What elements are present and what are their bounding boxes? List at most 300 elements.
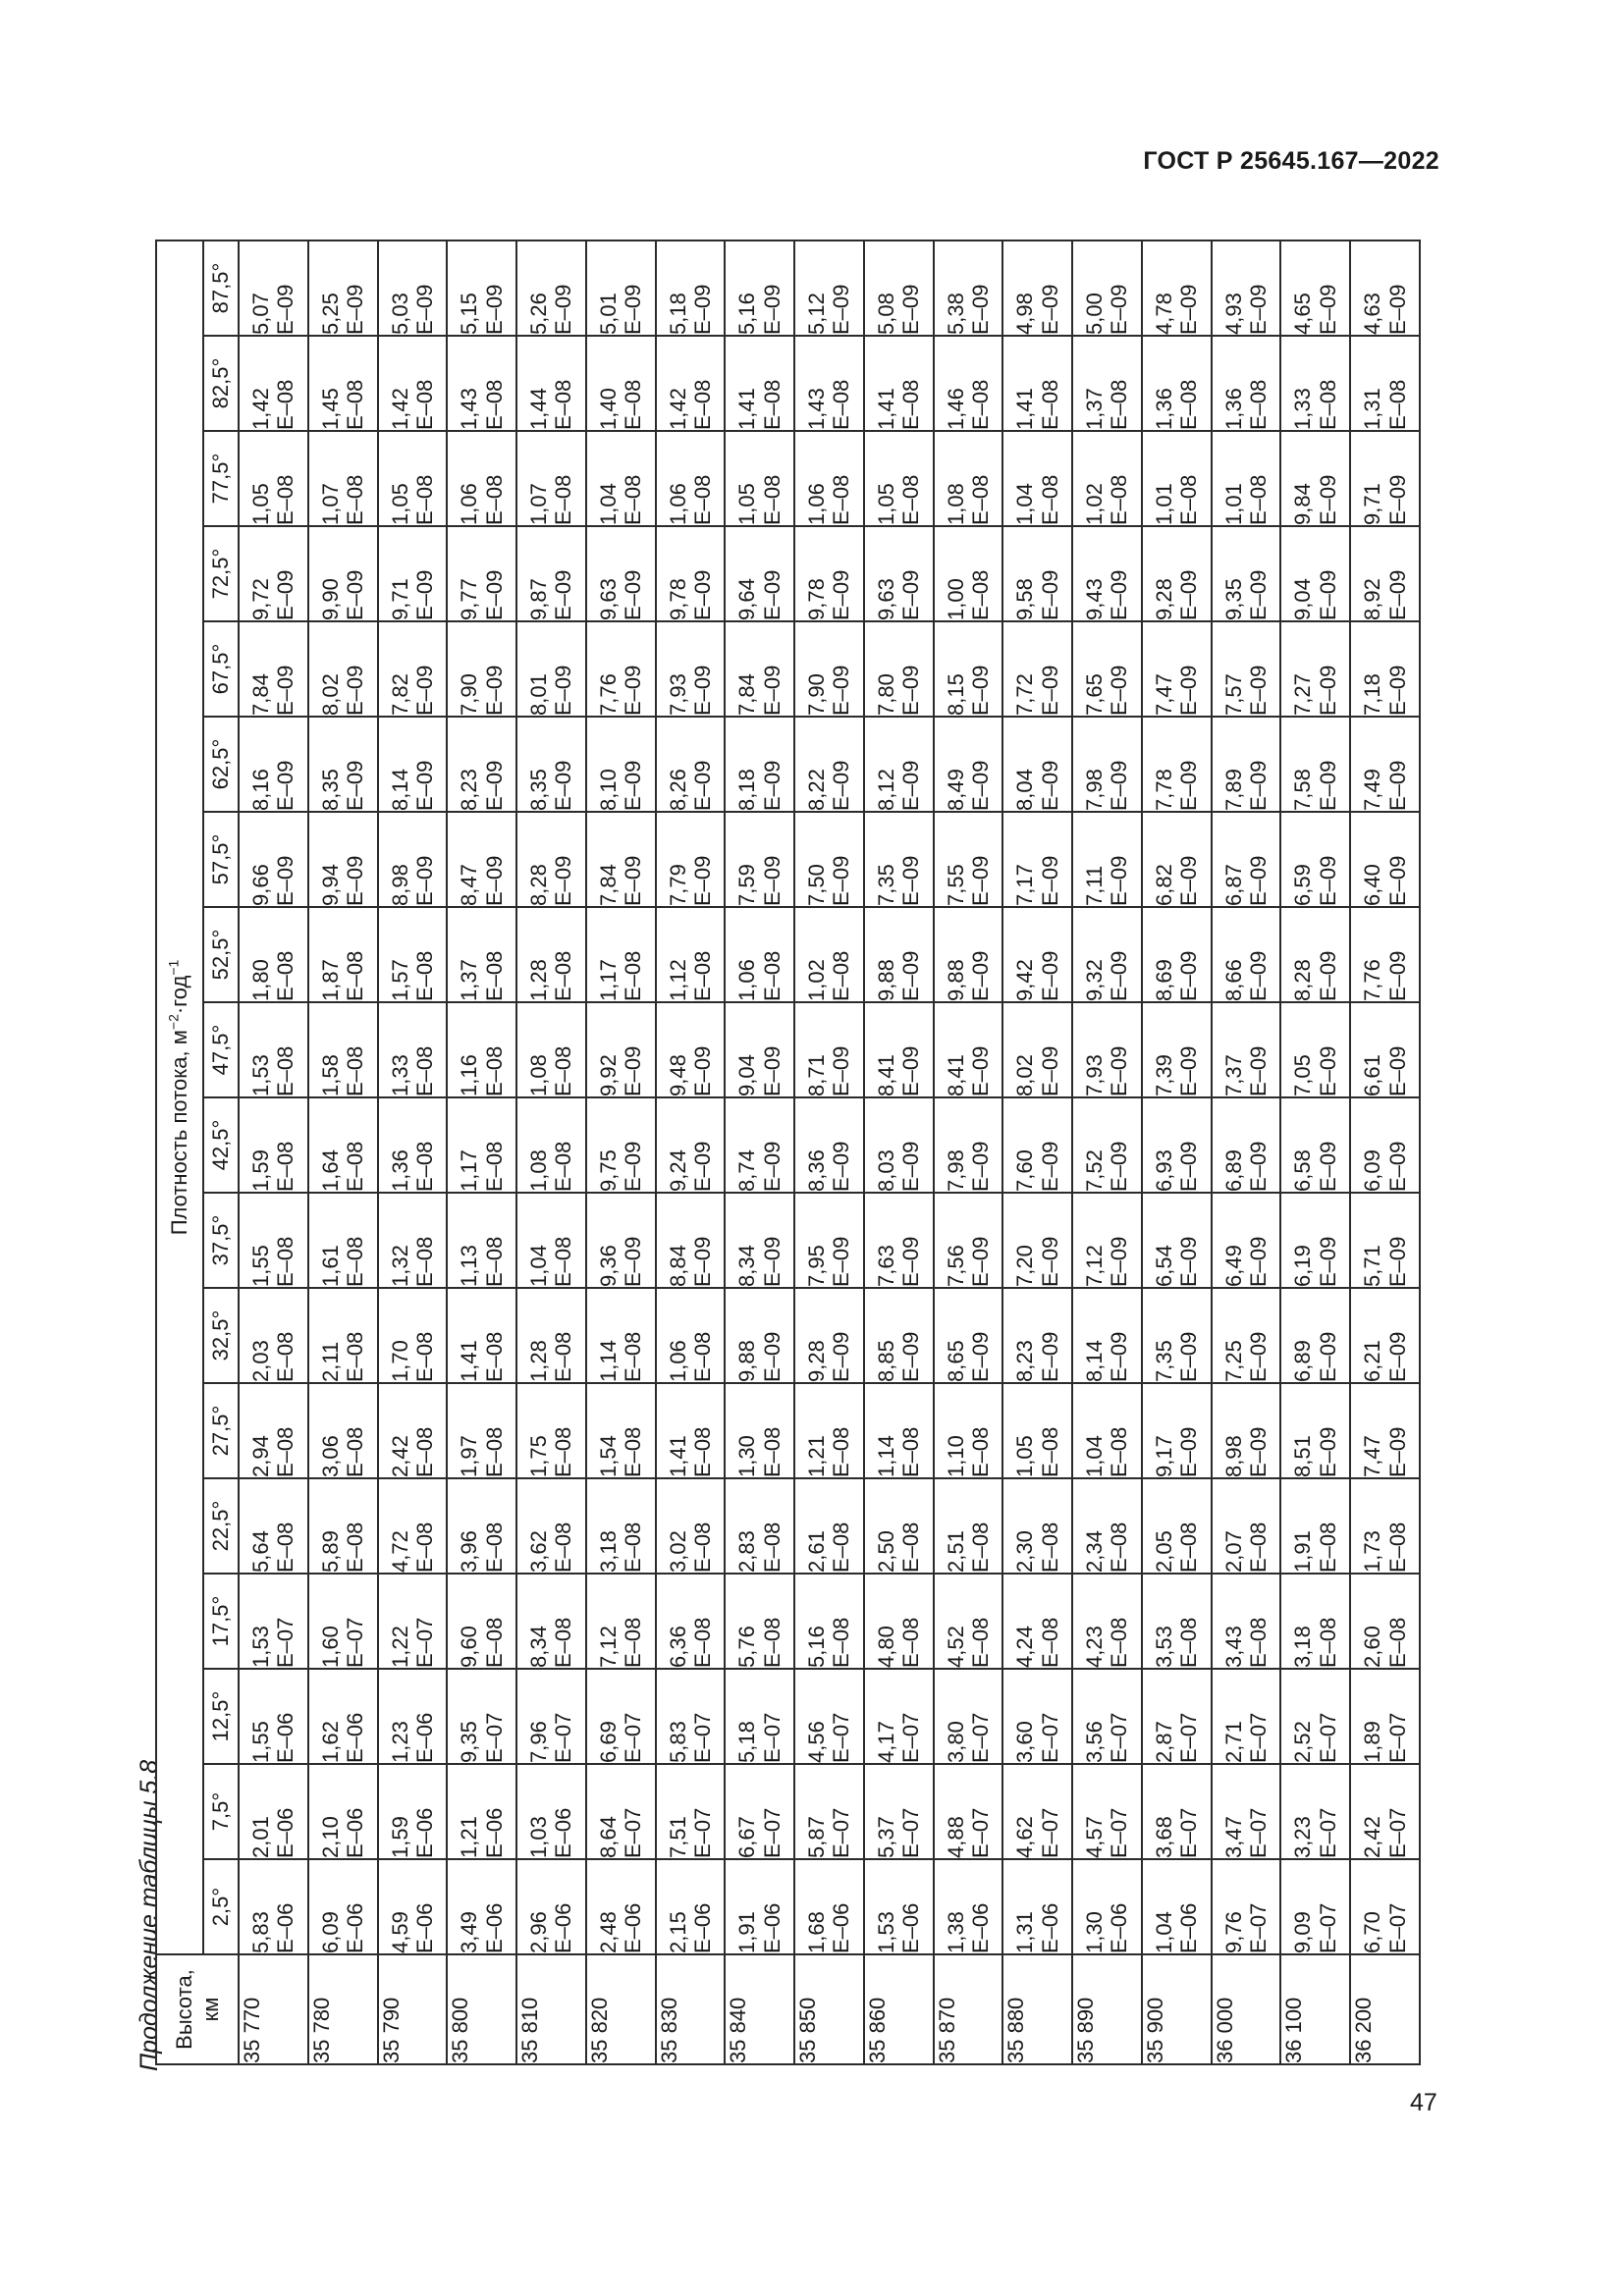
value-exponent: E–09: [759, 1045, 785, 1096]
value-exponent: E–09: [967, 1236, 993, 1287]
value-exponent: E–08: [1107, 1426, 1132, 1477]
flux-value-cell: [1280, 336, 1350, 431]
value-exponent: E–08: [621, 474, 646, 525]
value-exponent: E–09: [689, 284, 715, 335]
value-exponent: E–09: [967, 1331, 993, 1382]
value-mantissa: 8,65: [943, 1340, 968, 1382]
value-mantissa: 1,28: [526, 1340, 552, 1382]
flux-value-cell: [1212, 1288, 1281, 1383]
value-mantissa: 1,36: [1220, 388, 1246, 430]
value-mantissa: 3,06: [317, 1435, 343, 1477]
value-exponent: E–09: [1384, 1141, 1410, 1192]
value-exponent: E–09: [1037, 1236, 1062, 1287]
value-exponent: E–08: [967, 1617, 993, 1668]
value-mantissa: 1,04: [595, 483, 621, 525]
value-exponent: E–08: [411, 474, 437, 525]
value-mantissa: 8,98: [1220, 1435, 1246, 1477]
value-exponent: E–08: [1245, 474, 1271, 525]
value-mantissa: 7,57: [1220, 673, 1246, 716]
value-exponent: E–09: [1176, 1236, 1202, 1287]
flux-value-cell: [1072, 1669, 1142, 1764]
flux-value-cell: [1002, 240, 1072, 336]
value-exponent: E–09: [1245, 1331, 1271, 1382]
value-mantissa: 7,59: [734, 864, 760, 906]
value-mantissa: 4,88: [943, 1816, 968, 1858]
value-exponent: E–08: [1176, 379, 1202, 430]
value-mantissa: 8,01: [526, 673, 552, 716]
value-exponent: E–07: [1384, 1712, 1410, 1763]
value-exponent: E–09: [411, 569, 437, 620]
value-exponent: E–09: [829, 855, 854, 906]
flux-value-cell: [239, 1097, 308, 1193]
value-exponent: E–09: [1037, 855, 1062, 906]
value-mantissa: 8,14: [387, 769, 412, 811]
angle-header: 12,5°: [203, 1669, 239, 1764]
table-body: [239, 240, 1420, 2064]
value-exponent: E–08: [273, 1141, 298, 1192]
table-row: [1280, 240, 1350, 2064]
value-exponent: E–09: [1107, 1331, 1132, 1382]
value-exponent: E–06: [343, 1902, 368, 1953]
angle-header: 42,5°: [203, 1097, 239, 1193]
value-mantissa: 7,72: [1012, 673, 1038, 716]
flux-value-cell: [794, 812, 864, 907]
value-mantissa: 4,52: [943, 1626, 968, 1668]
value-mantissa: 8,04: [1012, 769, 1038, 811]
table-row: [1350, 240, 1420, 2064]
value-exponent: E–08: [551, 1236, 576, 1287]
value-mantissa: 4,17: [873, 1721, 898, 1763]
flux-value-cell: [1212, 336, 1281, 431]
value-mantissa: 9,92: [595, 1054, 621, 1096]
value-exponent: E–09: [1037, 950, 1062, 1001]
flux-value-cell: [656, 240, 726, 336]
flux-value-cell: [934, 1478, 1003, 1574]
value-mantissa: 7,37: [1220, 1054, 1246, 1096]
value-exponent: E–09: [481, 284, 507, 335]
flux-value-cell: [656, 1097, 726, 1193]
value-mantissa: 8,28: [1290, 959, 1316, 1001]
flux-value-cell: [725, 907, 794, 1002]
value-exponent: E–09: [1384, 665, 1410, 716]
flux-value-cell: [1212, 1764, 1281, 1859]
value-exponent: E–09: [967, 855, 993, 906]
value-exponent: E–08: [1245, 1522, 1271, 1573]
flux-value-cell: [1350, 240, 1420, 336]
flux-value-cell: [725, 1574, 794, 1669]
flux-value-cell: [1142, 1859, 1212, 1954]
value-exponent: E–09: [1176, 1331, 1202, 1382]
flux-value-cell: [378, 1097, 448, 1193]
flux-value-cell: [656, 621, 726, 717]
value-mantissa: 8,16: [248, 769, 274, 811]
value-exponent: E–06: [551, 1807, 576, 1858]
flux-value-cell: [1072, 1288, 1142, 1383]
flux-value-cell: [378, 717, 448, 812]
flux-value-cell: [1280, 240, 1350, 336]
value-exponent: E–08: [1176, 1617, 1202, 1668]
value-mantissa: 1,36: [387, 1149, 412, 1192]
flux-value-cell: [586, 1764, 656, 1859]
flux-value-cell: [1142, 812, 1212, 907]
value-exponent: E–09: [829, 1045, 854, 1096]
value-mantissa: 7,78: [1151, 769, 1176, 811]
value-mantissa: 1,31: [1360, 388, 1385, 430]
flux-value-cell: [308, 1383, 378, 1478]
value-exponent: E–08: [1037, 1522, 1062, 1573]
flux-value-cell: [1280, 907, 1350, 1002]
value-exponent: E–09: [1245, 1236, 1271, 1287]
value-mantissa: 1,60: [317, 1626, 343, 1668]
value-exponent: E–07: [621, 1807, 646, 1858]
value-exponent: E–09: [898, 950, 924, 1001]
value-exponent: E–09: [1384, 1426, 1410, 1477]
flux-value-cell: [725, 240, 794, 336]
value-exponent: E–09: [689, 665, 715, 716]
flux-value-cell: [1212, 431, 1281, 526]
flux-value-cell: [1072, 1097, 1142, 1193]
flux-value-cell: [864, 1574, 934, 1669]
value-mantissa: 8,35: [526, 769, 552, 811]
flux-value-cell: [1350, 1193, 1420, 1288]
height-cell: 36 200: [1350, 1954, 1420, 2064]
flux-value-cell: [1280, 812, 1350, 907]
value-mantissa: 6,61: [1360, 1054, 1385, 1096]
value-exponent: E–08: [411, 1426, 437, 1477]
value-mantissa: 7,20: [1012, 1245, 1038, 1287]
value-exponent: E–08: [411, 1045, 437, 1096]
value-exponent: E–09: [967, 950, 993, 1001]
height-header-line-2: км: [198, 1997, 223, 2022]
value-mantissa: 9,76: [1220, 1911, 1246, 1953]
value-exponent: E–08: [411, 1522, 437, 1573]
flux-value-cell: [308, 1288, 378, 1383]
value-exponent: E–09: [898, 665, 924, 716]
value-mantissa: 1,38: [943, 1911, 968, 1953]
value-mantissa: 5,64: [248, 1530, 274, 1573]
value-mantissa: 2,05: [1151, 1530, 1176, 1573]
flux-value-cell: [239, 1669, 308, 1764]
flux-value-cell: [308, 336, 378, 431]
value-exponent: E–06: [411, 1712, 437, 1763]
value-exponent: E–08: [967, 1522, 993, 1573]
angle-header: 82,5°: [203, 336, 239, 431]
value-exponent: E–08: [551, 1522, 576, 1573]
value-mantissa: 7,65: [1082, 673, 1108, 716]
flux-value-cell: [586, 336, 656, 431]
flux-value-cell: [656, 812, 726, 907]
flux-value-cell: [516, 1288, 586, 1383]
value-exponent: E–09: [1315, 760, 1340, 811]
flux-value-cell: [934, 526, 1003, 621]
flux-value-cell: [656, 1669, 726, 1764]
flux-value-cell: [1142, 1669, 1212, 1764]
flux-value-cell: [1002, 1383, 1072, 1478]
flux-value-cell: [1212, 1002, 1281, 1097]
value-exponent: E–09: [481, 760, 507, 811]
flux-value-cell: [1002, 621, 1072, 717]
value-exponent: E–06: [343, 1712, 368, 1763]
flux-value-cell: [1212, 1574, 1281, 1669]
flux-value-cell: [1350, 526, 1420, 621]
value-mantissa: 9,09: [1290, 1911, 1316, 1953]
flux-value-cell: [1350, 1764, 1420, 1859]
value-exponent: E–09: [689, 855, 715, 906]
table-row: [656, 240, 726, 2064]
flux-value-cell: [308, 1669, 378, 1764]
value-exponent: E–09: [481, 855, 507, 906]
value-exponent: E–09: [1107, 569, 1132, 620]
table-row: [864, 240, 934, 2064]
table-row: [794, 240, 864, 2064]
value-mantissa: 1,04: [1151, 1911, 1176, 1953]
flux-value-cell: [447, 621, 516, 717]
flux-value-cell: [239, 1383, 308, 1478]
value-exponent: E–09: [689, 1141, 715, 1192]
group-header-prefix: Плотность потока, м: [167, 1030, 191, 1236]
value-mantissa: 3,02: [665, 1530, 690, 1573]
value-exponent: E–08: [273, 950, 298, 1001]
flux-value-cell: [1280, 1574, 1350, 1669]
value-mantissa: 3,18: [1290, 1626, 1316, 1668]
value-exponent: E–07: [759, 1807, 785, 1858]
flux-value-cell: [308, 1574, 378, 1669]
flux-value-cell: [1212, 1669, 1281, 1764]
flux-value-cell: [308, 1097, 378, 1193]
flux-value-cell: [794, 431, 864, 526]
value-exponent: E–09: [1384, 284, 1410, 335]
value-exponent: E–07: [1384, 1807, 1410, 1858]
flux-value-cell: [934, 1859, 1003, 1954]
value-mantissa: 1,04: [1012, 483, 1038, 525]
value-exponent: E–09: [1176, 1045, 1202, 1096]
flux-value-cell: [239, 717, 308, 812]
group-header-sup-1: −2: [165, 1014, 182, 1031]
value-mantissa: 9,84: [1290, 483, 1316, 525]
value-mantissa: 7,60: [1012, 1149, 1038, 1192]
height-cell: 35 850: [794, 1954, 864, 2064]
value-exponent: E–08: [551, 1045, 576, 1096]
value-mantissa: 1,62: [317, 1721, 343, 1763]
value-mantissa: 3,96: [457, 1530, 482, 1573]
value-exponent: E–09: [1245, 284, 1271, 335]
value-exponent: E–06: [829, 1902, 854, 1953]
flux-value-cell: [1072, 526, 1142, 621]
value-exponent: E–09: [759, 1141, 785, 1192]
value-exponent: E–08: [1384, 1617, 1410, 1668]
value-exponent: E–07: [1315, 1712, 1340, 1763]
value-exponent: E–09: [1315, 284, 1340, 335]
value-exponent: E–06: [551, 1902, 576, 1953]
value-exponent: E–09: [829, 1331, 854, 1382]
value-mantissa: 1,80: [248, 959, 274, 1001]
value-exponent: E–06: [273, 1902, 298, 1953]
flux-value-cell: [1072, 240, 1142, 336]
angle-header: 52,5°: [203, 907, 239, 1002]
value-exponent: E–08: [343, 1426, 368, 1477]
flux-value-cell: [586, 1859, 656, 1954]
value-exponent: E–08: [273, 1331, 298, 1382]
value-exponent: E–09: [1176, 760, 1202, 811]
value-mantissa: 1,08: [526, 1149, 552, 1192]
value-mantissa: 1,06: [665, 483, 690, 525]
value-exponent: E–09: [1315, 665, 1340, 716]
height-cell: 35 860: [864, 1954, 934, 2064]
value-exponent: E–08: [273, 1236, 298, 1287]
value-mantissa: 1,28: [526, 959, 552, 1001]
value-exponent: E–08: [829, 1426, 854, 1477]
flux-value-cell: [308, 1859, 378, 1954]
flux-value-cell: [656, 336, 726, 431]
flux-value-cell: [1142, 526, 1212, 621]
flux-value-cell: [1280, 621, 1350, 717]
flux-value-cell: [1350, 1288, 1420, 1383]
value-exponent: E–07: [1107, 1712, 1132, 1763]
value-mantissa: 8,03: [873, 1149, 898, 1192]
flux-value-cell: [447, 1383, 516, 1478]
value-exponent: E–06: [273, 1807, 298, 1858]
value-exponent: E–09: [1037, 569, 1062, 620]
value-exponent: E–09: [689, 760, 715, 811]
value-exponent: E–06: [1037, 1902, 1062, 1953]
value-exponent: E–09: [898, 1141, 924, 1192]
value-exponent: E–09: [551, 760, 576, 811]
value-exponent: E–07: [898, 1807, 924, 1858]
value-mantissa: 2,51: [943, 1530, 968, 1573]
value-exponent: E–09: [343, 569, 368, 620]
value-mantissa: 6,21: [1360, 1340, 1385, 1382]
rotated-table-container: [155, 240, 1421, 2065]
value-exponent: E–07: [829, 1712, 854, 1763]
value-mantissa: 7,12: [1082, 1245, 1108, 1287]
flux-value-cell: [308, 1764, 378, 1859]
flux-value-cell: [1072, 1574, 1142, 1669]
angle-header: 17,5°: [203, 1574, 239, 1669]
value-mantissa: 5,83: [248, 1911, 274, 1953]
value-mantissa: 2,60: [1360, 1626, 1385, 1668]
value-exponent: E–08: [273, 1522, 298, 1573]
flux-value-cell: [656, 1764, 726, 1859]
flux-value-cell: [656, 1288, 726, 1383]
value-mantissa: 5,08: [873, 293, 898, 335]
flux-value-cell: [656, 1574, 726, 1669]
flux-value-cell: [516, 812, 586, 907]
value-exponent: E–07: [1037, 1712, 1062, 1763]
value-exponent: E–09: [689, 569, 715, 620]
flux-value-cell: [1142, 717, 1212, 812]
flux-value-cell: [864, 1288, 934, 1383]
value-mantissa: 1,46: [943, 388, 968, 430]
value-exponent: E–09: [829, 1236, 854, 1287]
value-exponent: E–08: [898, 1617, 924, 1668]
value-exponent: E–07: [621, 1712, 646, 1763]
value-exponent: E–08: [481, 1617, 507, 1668]
value-exponent: E–09: [411, 855, 437, 906]
flux-value-cell: [1002, 526, 1072, 621]
value-exponent: E–08: [621, 1426, 646, 1477]
value-mantissa: 7,63: [873, 1245, 898, 1287]
value-mantissa: 8,98: [387, 864, 412, 906]
value-mantissa: 2,48: [595, 1911, 621, 1953]
value-exponent: E–08: [551, 474, 576, 525]
value-mantissa: 7,49: [1360, 769, 1385, 811]
value-exponent: E–09: [273, 284, 298, 335]
value-exponent: E–08: [551, 1141, 576, 1192]
value-mantissa: 9,75: [595, 1149, 621, 1192]
value-mantissa: 9,88: [873, 959, 898, 1001]
value-mantissa: 9,63: [595, 578, 621, 620]
value-mantissa: 7,17: [1012, 864, 1038, 906]
flux-value-cell: [308, 812, 378, 907]
value-mantissa: 1,05: [387, 483, 412, 525]
value-mantissa: 6,54: [1151, 1245, 1176, 1287]
flux-value-cell: [1280, 1478, 1350, 1574]
flux-value-cell: [1142, 1002, 1212, 1097]
flux-value-cell: [308, 621, 378, 717]
value-mantissa: 8,22: [804, 769, 830, 811]
value-mantissa: 1,23: [387, 1721, 412, 1763]
value-exponent: E–07: [1176, 1712, 1202, 1763]
flux-value-cell: [447, 1574, 516, 1669]
value-exponent: E–07: [343, 1617, 368, 1668]
value-mantissa: 9,04: [734, 1054, 760, 1096]
value-exponent: E–06: [898, 1902, 924, 1953]
value-exponent: E–08: [411, 1236, 437, 1287]
value-mantissa: 5,15: [457, 293, 482, 335]
value-mantissa: 6,59: [1290, 864, 1316, 906]
flux-value-cell: [1142, 1288, 1212, 1383]
value-mantissa: 8,69: [1151, 959, 1176, 1001]
flux-value-cell: [725, 431, 794, 526]
value-exponent: E–09: [273, 760, 298, 811]
flux-value-cell: [1002, 907, 1072, 1002]
value-mantissa: 2,50: [873, 1530, 898, 1573]
value-mantissa: 7,47: [1360, 1435, 1385, 1477]
flux-value-cell: [1350, 907, 1420, 1002]
value-mantissa: 1,89: [1360, 1721, 1385, 1763]
value-mantissa: 9,88: [943, 959, 968, 1001]
value-exponent: E–09: [1107, 950, 1132, 1001]
value-exponent: E–08: [273, 474, 298, 525]
value-mantissa: 7,25: [1220, 1340, 1246, 1382]
flux-value-cell: [1350, 621, 1420, 717]
flux-value-cell: [1002, 1574, 1072, 1669]
flux-value-cell: [378, 1288, 448, 1383]
value-mantissa: 7,12: [595, 1626, 621, 1668]
value-exponent: E–09: [621, 569, 646, 620]
flux-value-cell: [447, 1859, 516, 1954]
value-mantissa: 1,37: [1082, 388, 1108, 430]
value-exponent: E–08: [1176, 474, 1202, 525]
value-mantissa: 2,52: [1290, 1721, 1316, 1763]
height-cell: 35 840: [725, 1954, 794, 2064]
flux-value-cell: [725, 1764, 794, 1859]
value-mantissa: 2,42: [1360, 1816, 1385, 1858]
group-header-mid: ·год: [167, 975, 191, 1015]
value-mantissa: 7,90: [457, 673, 482, 716]
flux-value-cell: [378, 621, 448, 717]
flux-value-cell: [1350, 1002, 1420, 1097]
flux-value-cell: [864, 240, 934, 336]
value-exponent: E–08: [829, 1617, 854, 1668]
flux-value-cell: [1142, 336, 1212, 431]
value-exponent: E–09: [1315, 1236, 1340, 1287]
flux-value-cell: [725, 1193, 794, 1288]
value-exponent: E–09: [1176, 569, 1202, 620]
flux-value-cell: [1280, 431, 1350, 526]
flux-value-cell: [794, 336, 864, 431]
value-exponent: E–06: [481, 1902, 507, 1953]
